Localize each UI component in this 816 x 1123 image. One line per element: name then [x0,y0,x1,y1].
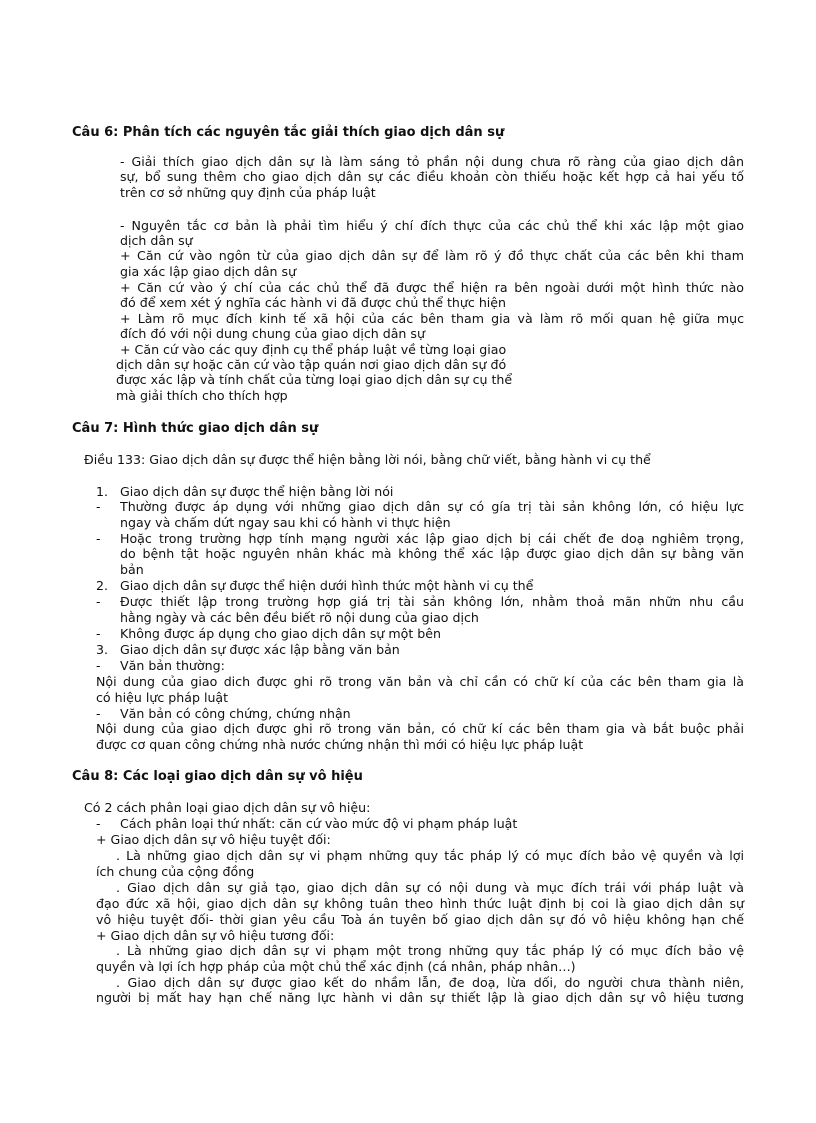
s6-line: đó để xem xét ý nghĩa các hành vi đã được chủ thể thực hiện [120,295,507,310]
s8-line: đạo đức xã hội, giao dịch dân sự không tuân theo hình thức luật định bị coi là giao dịch dân sự [96,896,744,911]
list-marker: 2. [96,578,109,593]
section-8-heading: Câu 8: Các loại giao dịch dân sự vô hiệu [72,769,363,784]
s7-line: Thường được áp dụng với những giao dịch dân sự có gía trị tài sản không lớn, có hiệu lực [120,499,744,514]
s8-line: người bị mất hay hạn chế năng lực hành vi dân sự thiết lập là giao dịch dân sự vô hiệu tương [96,990,744,1005]
s8-line: . Giao dịch dân sự được giao kết do nhầm lẫn, đe doạ, lừa dối, do người chưa thành niên, [116,975,744,990]
s6-line: dịch dân sự hoặc căn cứ vào tập quán nơi giao dịch dân sự đó [116,357,507,372]
s8-line: . Là những giao dịch dân sự vi phạm những quy tắc pháp lý có mục đích bảo vệ quyền và lợi [116,848,744,863]
s6-line: gia xác lập giao dịch dân sự [120,264,297,279]
s8-intro: Có 2 cách phân loại giao dịch dân sự vô hiệu: [84,800,371,815]
list-marker: - [96,816,101,831]
s7-line: Văn bản thường: [120,658,225,673]
s6-line: mà giải thích cho thích hợp [116,388,288,403]
s8-line: + Giao dịch dân sự vô hiệu tương đối: [96,928,335,943]
s6-line: - Nguyên tắc cơ bản là phải tìm hiểu ý chí đích thực của các chủ thể khi xác lập một giao [120,218,744,233]
s6-line: được xác lập và tính chất của từng loại giao dịch dân sự cụ thể [116,372,513,387]
s7-line: Giao dịch dân sự được thể hiện bằng lời nói [120,484,394,499]
list-marker: - [96,594,101,609]
s7-line: Nội dung của giao dich được ghi rõ trong văn bản và chỉ cần có chữ kí của các bên tham gia là [96,674,744,689]
s7-line: Giao dịch dân sự được xác lập bằng văn bản [120,642,400,657]
list-marker: - [96,658,101,673]
list-marker: 3. [96,642,109,657]
s7-line: Hoặc trong trường hợp tính mạng người xác lập giao dịch bị cái chết đe doạ nghiêm trọng, [120,531,744,546]
s7-line: Giao dịch dân sự được thể hiện dưới hình thức một hành vi cụ thể [120,578,534,593]
list-marker: - [96,626,101,641]
s8-line: . Là những giao dịch dân sự vi phạm một trong những quy tắc pháp lý có mục đích bảo vệ [116,943,744,958]
s6-line: sự, bổ sung thêm cho giao dịch dân sự các điều khoản còn thiếu hoặc kết hợp cả hai yếu tố [120,169,744,184]
s6-line: + Căn cứ vào ý chí của các chủ thể đã được thể hiện ra bên ngoài dưới một hình thức nào [120,280,744,295]
s7-line: Nội dung của giao dịch được ghi rõ trong văn bản, có chữ kí các bên tham gia và bắt buộc phải [96,721,744,736]
list-marker: - [96,706,101,721]
s7-line: Không được áp dụng cho giao dịch dân sự một bên [120,626,442,641]
s7-line: được cơ quan công chứng nhà nước chứng nhận thì mới có hiệu lực pháp luật [96,737,584,752]
s8-line: vô hiệu tuyệt đối- thời gian yêu cầu Toà án tuyên bố giao dịch dân sự đó vô hiệu không hạn chế [96,912,744,927]
s6-line: + Làm rõ mục đích kinh tế xã hội của các bên tham gia và làm rõ mối quan hệ giữa mục [120,311,744,326]
s6-line: dịch dân sự [120,233,193,248]
s6-line: trên cơ sở những quy định của pháp luật [120,185,376,200]
s8-line: ích chung của cộng đồng [96,864,255,879]
s7-intro: Điều 133: Giao dịch dân sự được thể hiện bằng lời nói, bằng chữ viết, bằng hành vi cụ thể [84,452,651,467]
s7-line: Văn bản có công chứng, chứng nhận [120,706,351,721]
s7-line: ngay và chấm dứt ngay sau khi có hành vi thực hiện [120,515,451,530]
s8-line: quyền và lợi ích hợp pháp của một chủ thể xác định (cá nhân, pháp nhân…) [96,959,576,974]
s7-line: Được thiết lập trong trường hợp giá trị tài sản không lớn, nhằm thoả mãn nhữn nhu cầu [120,594,744,609]
s6-line: + Căn cứ vào các quy định cụ thể pháp luật về từng loại giao [120,342,507,357]
list-marker: - [96,499,101,514]
s6-line: + Căn cứ vào ngôn từ của giao dịch dân sự để làm rõ ý đồ thực chất của các bên khi tham [120,248,744,263]
list-marker: 1. [96,484,109,499]
s7-line: bản [120,562,144,577]
s6-line: đích đó với nội dung chung của giao dịch dân sự [120,326,425,341]
s7-line: do bệnh tật hoặc nguyên nhân khác mà không thể xác lập được giao dịch dân sự bằng văn [120,546,744,561]
section-7-heading: Câu 7: Hình thức giao dịch dân sự [72,421,319,436]
section-6-heading: Câu 6: Phân tích các nguyên tắc giải thích giao dịch dân sự [72,125,505,140]
s8-line: Cách phân loại thứ nhất: căn cứ vào mức độ vi phạm pháp luật [120,816,518,831]
list-marker: - [96,531,101,546]
s6-line: - Giải thích giao dịch dân sự là làm sáng tỏ phần nội dung chưa rõ ràng của giao dịch dân [120,154,744,169]
s7-line: hằng ngày và các bên đều biết rõ nội dung của giao dịch [120,610,479,625]
s7-line: có hiệu lực pháp luật [96,690,229,705]
s8-line: . Giao dịch dân sự giả tạo, giao dịch dân sự có nội dung và mục đích trái với pháp luật và [116,880,744,895]
s8-line: + Giao dịch dân sự vô hiệu tuyệt đối: [96,832,331,847]
